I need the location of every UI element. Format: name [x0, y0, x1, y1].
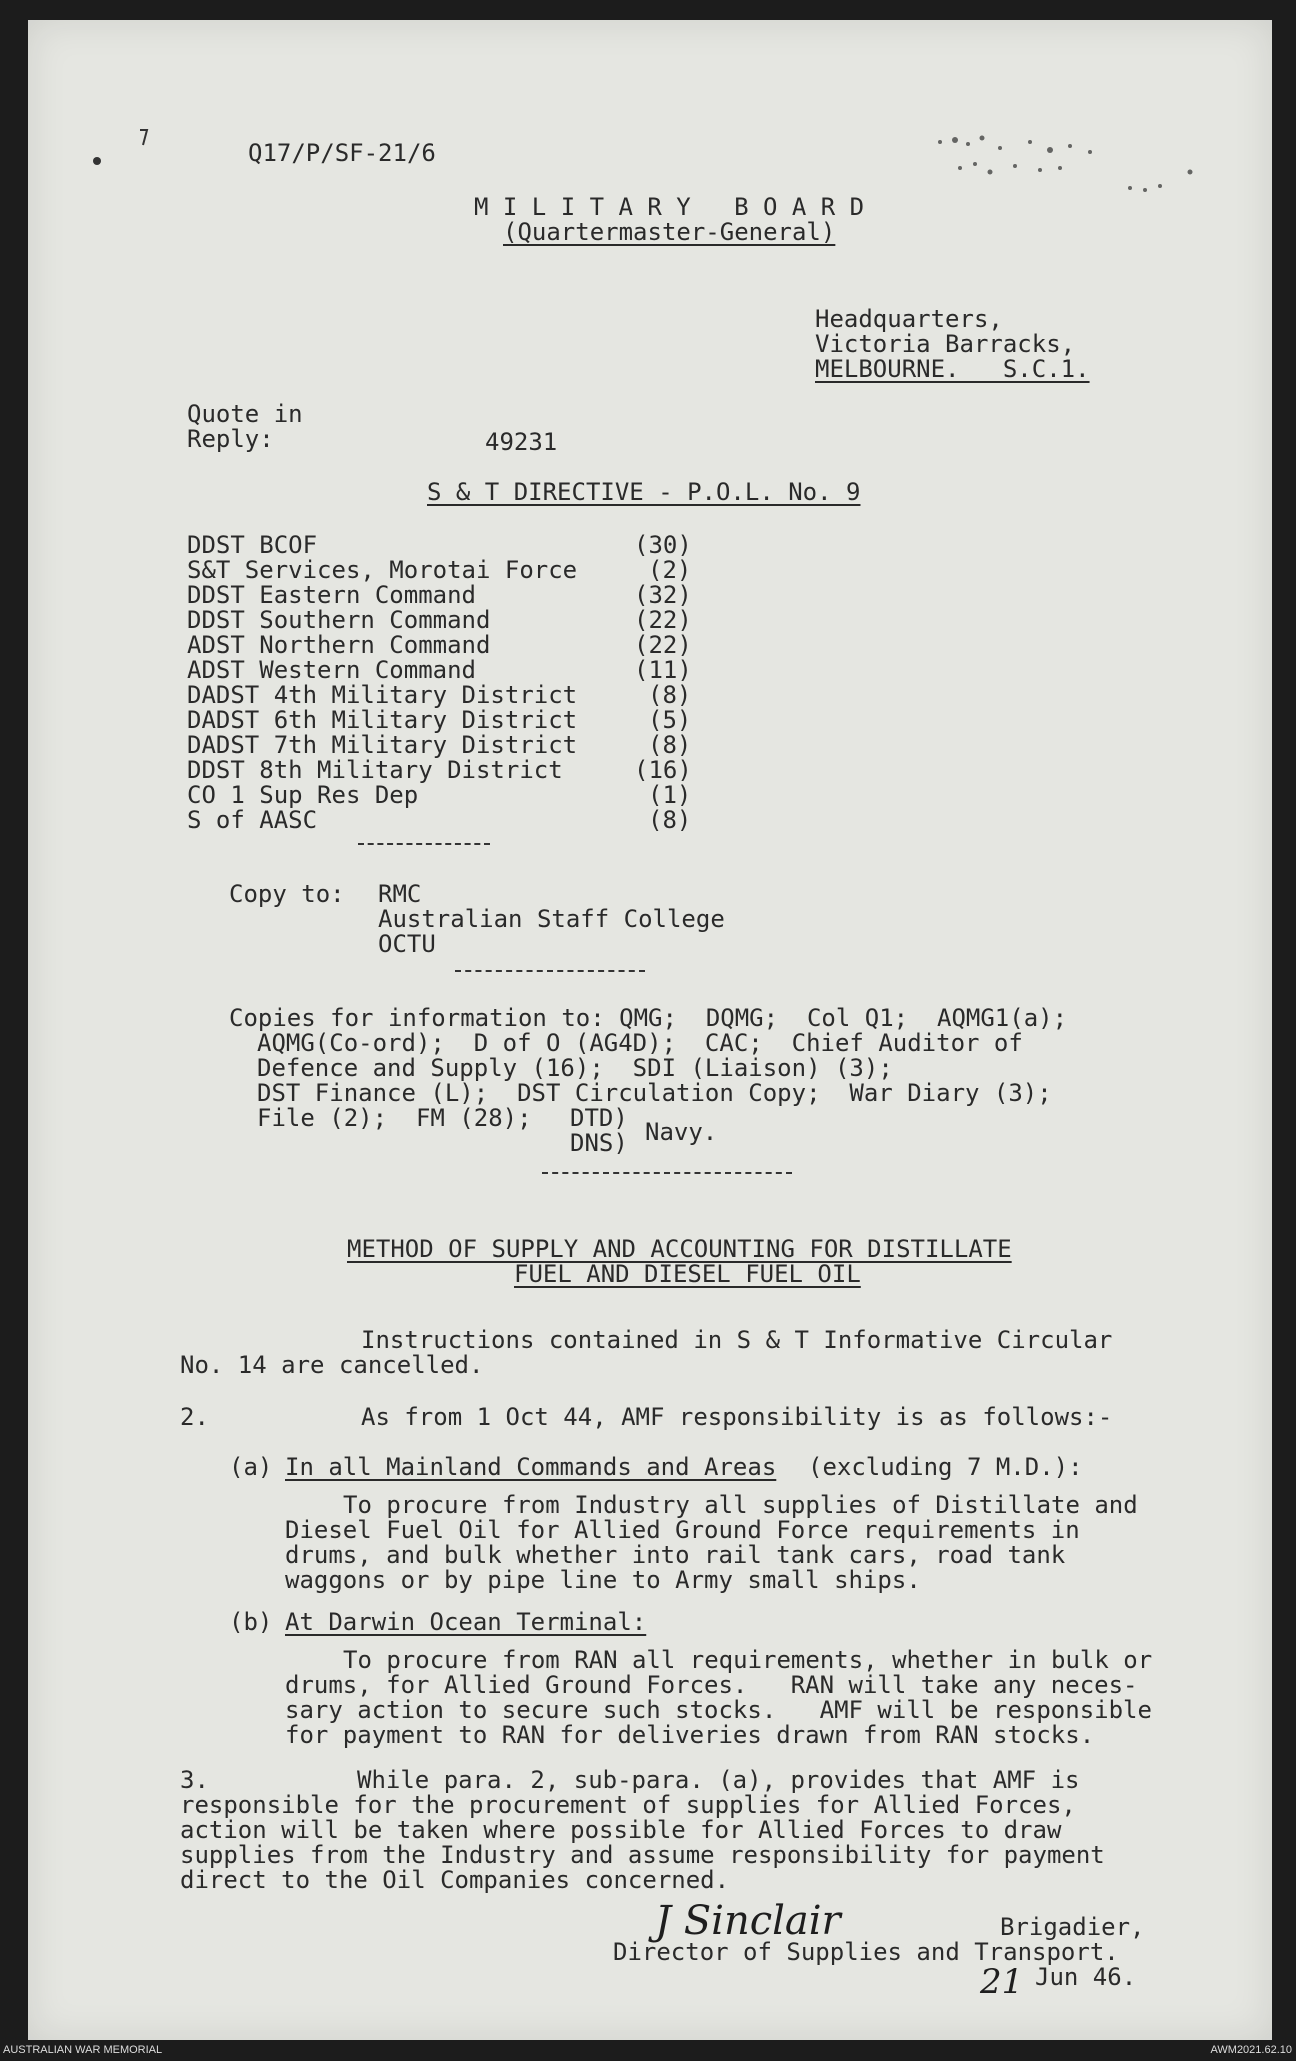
- board-heading: M I L I T A R Y B O A R D: [474, 193, 865, 221]
- paragraph-line: supplies from the Industry and assume responsibility for payment: [180, 1841, 1105, 1869]
- copy-to-item: RMC: [378, 880, 422, 908]
- distribution-name: DADST 4th Military District: [187, 681, 578, 709]
- address-line: MELBOURNE. S.C.1.: [815, 355, 1090, 383]
- distribution-name: S of AASC: [187, 806, 318, 834]
- stamp-mark: [920, 130, 1220, 220]
- distribution-name: DDST BCOF: [187, 531, 318, 559]
- copies-info-line: File (2); FM (28);: [257, 1104, 532, 1132]
- paragraph-line: responsible for the procurement of supplies for Allied Forces,: [180, 1791, 1076, 1819]
- distribution-count: (8): [648, 681, 692, 709]
- subject-heading: METHOD OF SUPPLY AND ACCOUNTING FOR DISTILLATE: [347, 1235, 1012, 1263]
- paragraph-line: action will be taken where possible for Allied Forces to draw: [180, 1816, 1062, 1844]
- signature-date: Jun 46.: [1035, 1963, 1137, 1991]
- copies-info-line: Defence and Supply (16); SDI (Liaison) (3);: [257, 1054, 893, 1082]
- footer-left: AUSTRALIAN WAR MEMORIAL: [3, 2044, 163, 2056]
- paragraph-line: No. 14 are cancelled.: [180, 1351, 484, 1379]
- quote-number: 49231: [485, 428, 558, 456]
- copy-to-label: Copy to:: [229, 880, 345, 908]
- distribution-count: (30): [634, 531, 692, 559]
- directive-title: S & T DIRECTIVE - P.O.L. No. 9: [427, 478, 861, 506]
- paragraph-line: To procure from RAN all requirements, whether in bulk or: [343, 1646, 1153, 1674]
- paragraph-number: 2.: [180, 1403, 209, 1431]
- copies-info-dns: DNS): [570, 1129, 628, 1157]
- signature-rank: Brigadier,: [1000, 1913, 1145, 1941]
- paragraph-line: Diesel Fuel Oil for Allied Ground Force requirements in: [285, 1516, 1080, 1544]
- copies-info-navy: Navy.: [645, 1118, 718, 1146]
- distribution-count: (32): [634, 581, 692, 609]
- copy-to-item: OCTU: [378, 930, 436, 958]
- signature-title: Director of Supplies and Transport.: [613, 1938, 1119, 1966]
- paragraph-line: While para. 2, sub-para. (a), provides that AMF is: [357, 1766, 1080, 1794]
- copy-to-item: Australian Staff College: [378, 905, 725, 933]
- distribution-count: (5): [648, 706, 692, 734]
- distribution-name: S&T Services, Morotai Force: [187, 556, 578, 584]
- quote-label: Reply:: [187, 425, 274, 453]
- distribution-count: (11): [634, 656, 692, 684]
- distribution-count: (22): [634, 631, 692, 659]
- divider: [358, 843, 490, 845]
- paragraph-line: waggons or by pipe line to Army small ships.: [285, 1566, 921, 1594]
- distribution-count: (8): [648, 731, 692, 759]
- footer-right: AWM2021.62.10: [1210, 2044, 1292, 2056]
- copies-info-line: Copies for information to: QMG; DQMG; Col Q1; AQMG1(a);: [229, 1004, 1068, 1032]
- address-line: Headquarters,: [815, 305, 1003, 333]
- distribution-name: DADST 6th Military District: [187, 706, 578, 734]
- quote-label: Quote in: [187, 400, 303, 428]
- distribution-name: ADST Western Command: [187, 656, 476, 684]
- paragraph-line: direct to the Oil Companies concerned.: [180, 1866, 730, 1894]
- subpara-heading: In all Mainland Commands and Areas: [285, 1453, 777, 1481]
- paragraph-line: drums, and bulk whether into rail tank cars, road tank: [285, 1541, 1066, 1569]
- department-heading: (Quartermaster-General): [503, 218, 836, 246]
- copies-info-line: AQMG(Co-ord); D of O (AG4D); CAC; Chief Auditor of: [257, 1029, 1023, 1057]
- copies-info-line: DST Finance (L); DST Circulation Copy; War Diary (3);: [257, 1079, 1052, 1107]
- paragraph-line: drums, for Allied Ground Forces. RAN will take any neces-: [285, 1671, 1138, 1699]
- subpara-label: (b): [229, 1608, 273, 1636]
- distribution-name: DDST Eastern Command: [187, 581, 476, 609]
- distribution-count: (8): [648, 806, 692, 834]
- handwritten-signature: J Sinclair: [655, 1898, 841, 1944]
- subject-heading: FUEL AND DIESEL FUEL OIL: [514, 1260, 861, 1288]
- file-reference: Q17/P/SF-21/6: [248, 139, 436, 167]
- distribution-count: (22): [634, 606, 692, 634]
- subpara-heading-extra: (excluding 7 M.D.):: [808, 1453, 1083, 1481]
- distribution-count: (2): [648, 556, 692, 584]
- paragraph-number: 3.: [180, 1766, 209, 1794]
- paragraph-line: As from 1 Oct 44, AMF responsibility is as follows:-: [361, 1403, 1113, 1431]
- divider: [542, 1172, 792, 1174]
- distribution-count: (1): [648, 781, 692, 809]
- paragraph-line: for payment to RAN for deliveries drawn from RAN stocks.: [285, 1721, 1095, 1749]
- paragraph-line: Instructions contained in S & T Informative Circular: [361, 1326, 1113, 1354]
- hole-punch-mark: [85, 125, 155, 175]
- subpara-label: (a): [229, 1453, 273, 1481]
- handwritten-day: 21: [980, 1962, 1024, 2002]
- distribution-name: CO 1 Sup Res Dep: [187, 781, 419, 809]
- divider: [455, 970, 645, 972]
- copies-info-dtd: DTD): [570, 1104, 628, 1132]
- subpara-heading: At Darwin Ocean Terminal:: [285, 1608, 647, 1636]
- distribution-count: (16): [634, 756, 692, 784]
- address-line: Victoria Barracks,: [815, 330, 1076, 358]
- paragraph-line: To procure from Industry all supplies of Distillate and: [343, 1491, 1138, 1519]
- distribution-name: DDST Southern Command: [187, 606, 491, 634]
- distribution-name: ADST Northern Command: [187, 631, 491, 659]
- distribution-name: DADST 7th Military District: [187, 731, 578, 759]
- distribution-name: DDST 8th Military District: [187, 756, 563, 784]
- paragraph-line: sary action to secure such stocks. AMF will be responsible: [285, 1696, 1152, 1724]
